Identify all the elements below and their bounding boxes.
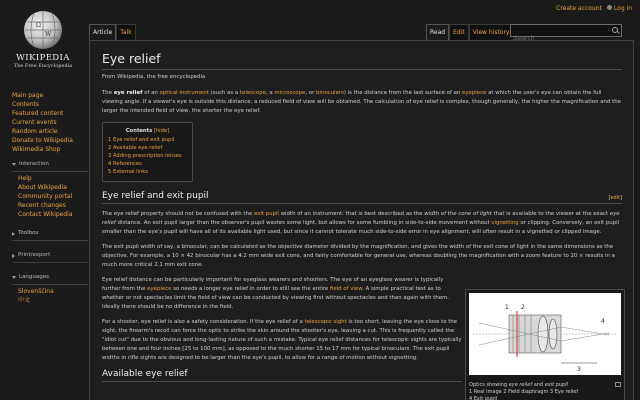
link-field-of-view[interactable]: field of view bbox=[329, 286, 363, 292]
collapse-arrow-icon bbox=[12, 254, 15, 258]
toc-item[interactable]: 3 Adding prescription lenses bbox=[108, 153, 182, 159]
personal-tools bbox=[556, 5, 632, 12]
portal-languages-header[interactable] bbox=[12, 271, 88, 285]
sidebar-item-current-events[interactable]: Current events bbox=[12, 119, 57, 126]
tab-read[interactable]: Read bbox=[426, 24, 449, 41]
sidebar-item-community-portal[interactable]: Community portal bbox=[18, 193, 73, 200]
italic-text: width of the cone of light bbox=[424, 211, 492, 217]
text: Optics showing bbox=[469, 382, 509, 388]
portal-print-header[interactable] bbox=[12, 249, 88, 263]
namespace-tabs bbox=[89, 24, 136, 41]
text: of an bbox=[142, 90, 160, 96]
text: ) is the distance from the last surface of an bbox=[343, 90, 463, 96]
wikipedia-globe-icon bbox=[22, 6, 64, 52]
text: The eye relief property should not be confused with the bbox=[102, 211, 254, 217]
login-link[interactable] bbox=[607, 5, 632, 12]
article-content bbox=[89, 40, 634, 400]
expand-arrow-icon bbox=[12, 276, 16, 279]
portal-toolbox bbox=[12, 227, 88, 241]
sidebar-item-contents[interactable]: Contents bbox=[12, 101, 39, 108]
user-icon bbox=[607, 5, 612, 10]
toc-item[interactable]: 2 Available eye relief bbox=[108, 145, 163, 151]
text: , or bbox=[305, 90, 316, 96]
paragraph: The exit pupil width of say, a binocular, can be calculated as the objective diameter divided by the magnification, and gives the width of the exit cone of light in the same dimensions as the objective. For example, a 10 × 42 binocular has a 4.2 mm wide exit cone, and fairly comfortable for general use, whereas doubling the magnification with a zoom feature to 20 × results in a much more critical 2.1 mm exit cone. bbox=[102, 244, 615, 268]
sidebar-item-random-article[interactable]: Random article bbox=[12, 128, 58, 135]
tab-view-history[interactable]: View history bbox=[469, 24, 514, 41]
caption-legend: 4 Exit pupil bbox=[469, 396, 498, 400]
portal-print bbox=[12, 249, 88, 263]
edit-link[interactable]: edit bbox=[610, 195, 621, 201]
italic-text: eye relief bbox=[102, 211, 620, 226]
sidebar-item-donate[interactable]: Donate to Wikipedia bbox=[12, 137, 73, 144]
expand-arrow-icon bbox=[12, 163, 16, 166]
caption-legend: 1 Real image 2 Field diaphragm 3 Eye relief bbox=[469, 389, 579, 395]
bold-term: eye relief bbox=[113, 90, 143, 96]
portal-interaction-body bbox=[12, 174, 88, 219]
portal-label: Interaction bbox=[19, 161, 49, 167]
text: and bbox=[532, 382, 545, 388]
toc-item[interactable]: 4 References bbox=[108, 161, 142, 167]
portal-label: Toolbox bbox=[18, 230, 39, 236]
text: . A simple practical test as to whether or not spectacles limit the field of view can be conducted by viewing first without spectacles and then again with them. Ideally there should be no difference in the field. bbox=[102, 286, 450, 310]
heading-text: Available eye relief bbox=[102, 369, 188, 379]
toc-item[interactable]: 5 External links bbox=[108, 169, 148, 175]
intro-paragraph bbox=[102, 89, 622, 116]
diagram-label: 2 bbox=[521, 304, 525, 311]
text: or clipping. Conversely, an exit pupil smaller than the eye's pupil will have all of its available light used, but since it cannot tolerate much side-to-side error in eye alignment, will often result in a vignetted or clipped image. bbox=[102, 220, 620, 235]
link-vignetting[interactable]: vignetting bbox=[491, 220, 519, 226]
create-account-link[interactable]: Create account bbox=[556, 5, 602, 12]
sidebar-item-help[interactable]: Help bbox=[18, 175, 32, 182]
section-heading-exit-pupil bbox=[102, 191, 622, 204]
toc-title: Contents bbox=[125, 128, 153, 134]
logo-wordmark: WIKIPEDIA bbox=[16, 53, 70, 63]
portal-languages bbox=[12, 271, 88, 305]
text: Eye relief distance can be particularly important for eyeglass wearers and shooters. The eye of an eyeglass wearer is typically further from the bbox=[102, 277, 444, 292]
text: distance. An exit pupil larger than the observer's pupil wastes some light, but allows for some fumbling in side-to-side movement without bbox=[115, 220, 492, 226]
link-optical-instrument[interactable]: optical instrument bbox=[159, 90, 209, 96]
sidebar-item-featured-content[interactable]: Featured content bbox=[12, 110, 64, 117]
portal-toolbox-header[interactable] bbox=[12, 227, 88, 241]
sidebar-item-recent-changes[interactable]: Recent changes bbox=[18, 202, 66, 209]
toc-hide-toggle[interactable]: [hide] bbox=[153, 128, 170, 134]
sidebar-item-shop[interactable]: Wikimedia Shop bbox=[12, 146, 61, 153]
tab-edit[interactable]: Edit bbox=[449, 24, 469, 41]
portal-interaction bbox=[12, 158, 88, 219]
text: width of an instrument: that is best described as the bbox=[278, 211, 425, 217]
collapse-arrow-icon bbox=[12, 232, 15, 236]
paragraph bbox=[102, 318, 462, 363]
diagram-label: 3 bbox=[577, 366, 581, 373]
logo-tagline: The Free Encyclopedia bbox=[13, 63, 73, 69]
tab-article[interactable]: Article bbox=[89, 24, 116, 41]
link-telescope[interactable]: telescope bbox=[239, 90, 266, 96]
sidebar-item-about[interactable]: About Wikipedia bbox=[18, 184, 67, 191]
link-binoculars[interactable]: binoculars bbox=[316, 90, 344, 96]
paragraph bbox=[102, 210, 622, 237]
sidebar-item-lang-zh[interactable]: 中文 bbox=[18, 297, 31, 304]
text: , a bbox=[265, 90, 275, 96]
text: that is available to the viewer at the exact bbox=[491, 211, 610, 217]
table-of-contents bbox=[102, 122, 193, 182]
figure-caption bbox=[469, 382, 621, 400]
svg-text:W: W bbox=[45, 31, 52, 38]
enlarge-icon[interactable] bbox=[615, 382, 621, 387]
site-logo[interactable] bbox=[10, 6, 76, 69]
portal-languages-body bbox=[12, 287, 88, 305]
text: so needs a longer eye relief in order to still see the entire bbox=[171, 286, 330, 292]
section-edit: [edit] bbox=[608, 195, 622, 201]
search-icon[interactable] bbox=[612, 27, 618, 33]
optics-diagram[interactable] bbox=[469, 293, 621, 375]
sidebar bbox=[12, 91, 88, 305]
site-sub: From Wikipedia, the free encyclopedia bbox=[102, 74, 206, 80]
link-microscope[interactable]: microscope bbox=[274, 90, 306, 96]
svg-text:Ω: Ω bbox=[36, 22, 41, 29]
sidebar-item-contact[interactable]: Contact Wikipedia bbox=[18, 211, 73, 218]
heading-text: Eye relief and exit pupil bbox=[102, 191, 209, 201]
text: at which the user's eye can obtain the full viewing angle. If a viewer's eye is outside this distance, a reduced field of view will be obtained. The calculation of eye relief is complex, though generally, the higher the magnification and the larger the intended field of view, the shorter the eye relief. bbox=[102, 90, 621, 114]
link-exit-pupil[interactable]: exit pupil bbox=[253, 211, 279, 217]
tab-talk[interactable]: Talk bbox=[116, 24, 136, 41]
link-eyepiece[interactable]: eyepiece bbox=[147, 286, 172, 292]
link-telescopic-sight[interactable]: telescopic sight bbox=[304, 319, 347, 325]
text: (such as a bbox=[208, 90, 240, 96]
italic-text: exit pupil bbox=[544, 382, 568, 388]
diagram-label: 1 bbox=[505, 304, 509, 311]
page-title: Eye relief bbox=[102, 51, 622, 70]
login-label: Log in bbox=[613, 5, 632, 12]
section-heading-available-eye-relief bbox=[102, 369, 462, 382]
toc-header bbox=[108, 127, 187, 135]
sidebar-item-main-page[interactable]: Main page bbox=[12, 92, 44, 99]
italic-text: eye relief bbox=[508, 382, 533, 388]
view-tabs bbox=[426, 24, 514, 41]
diagram-label: 4 bbox=[601, 318, 605, 325]
link-eyepiece[interactable]: eyepiece bbox=[462, 90, 487, 96]
portal-label: Languages bbox=[19, 274, 50, 280]
text: is too short, leaving the eye close to the sight, the firearm's recoil can force the optic to strike the skin around the shooter's eye, leaving a cut. This is frequently called the "idiot cut" due to the obvious and long-lasting nature of such a mistake. Typical eye relief distances for telescopic sights are typically between one and four inches [25 to 100 mm], as opposed to the much shorter 15 to 17 mm for typical binoculars. The exit pupil widths in rifle sights are designed to be larger than the eye's pupil, to allow for a range of motion without vignetting. bbox=[102, 319, 462, 361]
figure-thumbnail bbox=[465, 289, 625, 400]
sidebar-item-lang-sl[interactable]: Slovenščina bbox=[18, 288, 54, 295]
toc-item[interactable]: 1 Eye relief and exit pupil bbox=[108, 137, 175, 143]
nav-main bbox=[12, 91, 88, 154]
text: The bbox=[102, 90, 114, 96]
paragraph bbox=[102, 276, 462, 312]
search-box bbox=[510, 24, 622, 37]
text: For a shooter, eye relief is also a safety consideration. If the eye relief of a bbox=[102, 319, 305, 325]
portal-interaction-header[interactable] bbox=[12, 158, 88, 172]
portal-label: Print/export bbox=[18, 252, 51, 258]
